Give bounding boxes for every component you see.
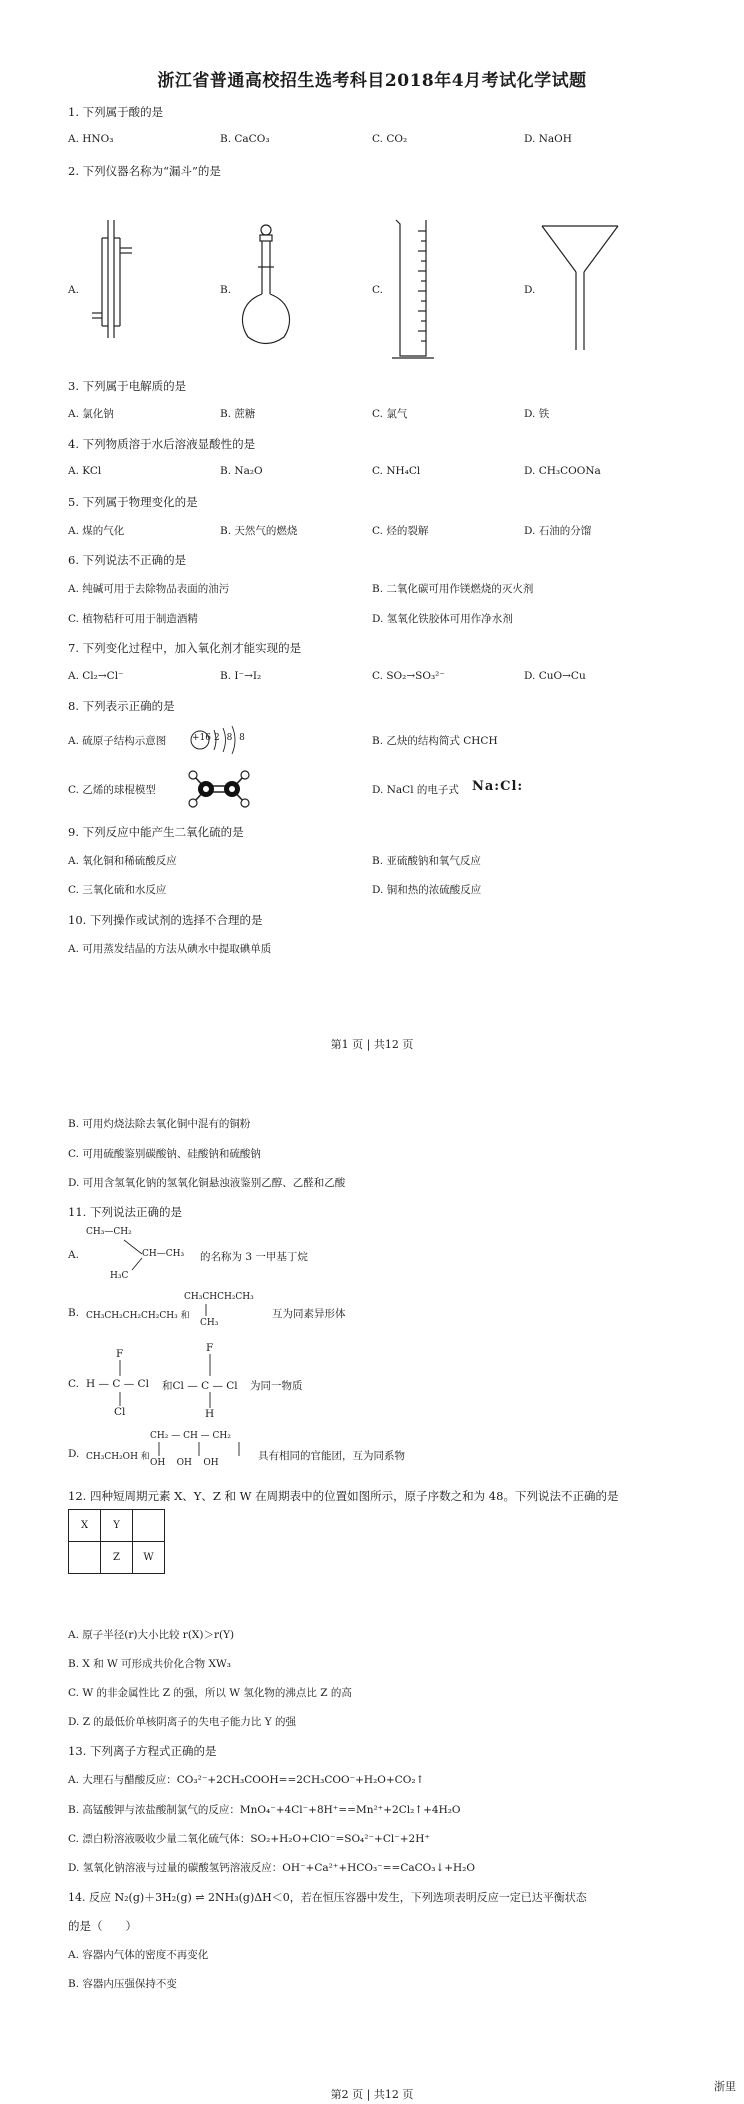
q6-option-d: D. 氢氧化铁胶体可用作净水剂 <box>372 613 513 625</box>
q5-option-c: C. 烃的裂解 <box>372 525 429 537</box>
question-5-stem: 5. 下列属于物理变化的是 <box>68 495 198 509</box>
q11a-statement: 的名称为 3 一甲基丁烷 <box>200 1251 308 1263</box>
q13-option-a: A. 大理石与醋酸反应：CO₃²⁻+2CH₃COOH==2CH₃COO⁻+H₂O+CO₂↑ <box>68 1774 425 1786</box>
question-6-stem: 6. 下列说法不正确的是 <box>68 553 187 567</box>
q5-option-b: B. 天然气的燃烧 <box>220 525 298 537</box>
q3-option-a: A. 氯化钠 <box>68 408 114 420</box>
q11c-fluorine-2: F <box>206 1342 214 1354</box>
q7-option-d: D. CuO→Cu <box>524 670 586 682</box>
q11b-right-molecule: CH₃CHCH₂CH₃ <box>184 1292 254 1302</box>
sulfur-nucleus-charge: +16 <box>192 733 211 743</box>
q2-option-a: A. <box>68 284 79 296</box>
periodic-table-fragment <box>68 1509 165 1574</box>
q8-option-a: A. 硫原子结构示意图 <box>68 735 167 747</box>
page-title: 浙江省普通高校招生选考科目2018年4月考试化学试题 <box>157 71 587 91</box>
question-11-stem: 11. 下列说法正确的是 <box>68 1205 182 1219</box>
pt-cell-z: Z <box>101 1542 133 1574</box>
q11c-molecule-1: H — C — Cl <box>86 1378 149 1390</box>
q9-option-b: B. 亚硫酸钠和氧气反应 <box>372 855 481 867</box>
q5-option-a: A. 煤的气化 <box>68 525 125 537</box>
q10-option-d: D. 可用含氢氧化钠的氢氧化铜悬浊液鉴别乙醇、乙醛和乙酸 <box>68 1177 346 1189</box>
q2-option-b: B. <box>220 284 232 296</box>
ethylene-ball-stick-model-icon <box>186 768 252 810</box>
q13-option-d: D. 氢氧化钠溶液与过量的碳酸氢钙溶液反应：OH⁻+Ca²⁺+HCO₃⁻==CaCO₃↓+H₂O <box>68 1862 476 1874</box>
q6-option-b: B. 二氧化碳可用作镁燃烧的灭火剂 <box>372 583 534 595</box>
q1-option-b: B. CaCO₃ <box>220 133 270 145</box>
q11b-left-molecule: CH₃CH₂CH₂CH₂CH₃ 和 <box>86 1311 190 1321</box>
q4-option-b: B. Na₂O <box>220 465 263 477</box>
q3-option-b: B. 蔗糖 <box>220 408 256 420</box>
question-12-stem: 12. 四种短周期元素 X、Y、Z 和 W 在周期表中的位置如图所示，原子序数之和为 48。下列说法不正确的是 <box>68 1489 619 1503</box>
question-8-stem: 8. 下列表示正确的是 <box>68 699 175 713</box>
q9-option-d: D. 铜和热的浓硫酸反应 <box>372 884 482 896</box>
q3-option-d: D. 铁 <box>524 408 550 420</box>
q14-option-a: A. 容器内气体的密度不再变化 <box>68 1949 209 1961</box>
q9-option-a: A. 氧化铜和稀硫酸反应 <box>68 855 177 867</box>
q11d-statement: 具有相同的官能团，互为同系物 <box>258 1450 405 1462</box>
pt-cell-x: X <box>69 1510 101 1542</box>
q11b-bond-line <box>204 1304 208 1318</box>
pt-cell-empty-1 <box>133 1510 165 1542</box>
q6-option-a: A. 纯碱可用于去除物品表面的油污 <box>68 583 230 595</box>
q4-option-d: D. CH₃COONa <box>524 465 601 477</box>
q1-option-a: A. HNO₃ <box>68 133 114 145</box>
q11-option-c-label: C. <box>68 1378 79 1390</box>
q11d-bond-lines <box>155 1442 245 1458</box>
q12-option-a: A. 原子半径(r)大小比较 r(X)＞r(Y) <box>68 1629 235 1641</box>
graduated-cylinder-icon <box>388 216 438 366</box>
q4-option-a: A. KCl <box>68 465 102 477</box>
q5-option-d: D. 石油的分馏 <box>524 525 592 537</box>
question-1-stem: 1. 下列属于酸的是 <box>68 105 164 119</box>
question-7-stem: 7. 下列变化过程中，加入氧化剂才能实现的是 <box>68 641 302 655</box>
q2-option-c: C. <box>372 284 383 296</box>
sulfur-electron-shells: 2 8 8 <box>214 733 247 743</box>
q11a-bond-lines <box>120 1236 150 1276</box>
q11-option-d-label: D. <box>68 1448 80 1460</box>
q11a-structure-bottom: H₃C <box>110 1271 129 1281</box>
q3-option-c: C. 氯气 <box>372 408 408 420</box>
q10-option-a: A. 可用蒸发结晶的方法从碘水中提取碘单质 <box>68 943 272 955</box>
condenser-apparatus-icon <box>90 218 140 348</box>
q11-option-a-label: A. <box>68 1249 79 1261</box>
question-14-stem-cont: 的是（ ） <box>68 1919 137 1933</box>
q11b-methyl-branch: CH₃ <box>200 1318 219 1328</box>
question-13-stem: 13. 下列离子方程式正确的是 <box>68 1744 217 1758</box>
q11d-hydroxyl-groups: OH OH OH <box>150 1458 219 1468</box>
q7-option-c: C. SO₂→SO₃²⁻ <box>372 670 445 682</box>
q10-option-c: C. 可用硫酸鉴别碳酸钠、硅酸钠和硫酸钠 <box>68 1148 261 1160</box>
q11a-structure-top: CH₃—CH₂ <box>86 1227 132 1237</box>
q2-option-d: D. <box>524 284 536 296</box>
funnel-icon <box>540 222 620 354</box>
pt-cell-y: Y <box>101 1510 133 1542</box>
q11-option-b-label: B. <box>68 1307 80 1319</box>
question-2-stem: 2. 下列仪器名称为“漏斗”的是 <box>68 164 221 178</box>
q13-option-b: B. 高锰酸钾与浓盐酸制氯气的反应：MnO₄⁻+4Cl⁻+8H⁺==Mn²⁺+2Cl₂↑+4H₂O <box>68 1804 461 1816</box>
q12-option-c: C. W 的非金属性比 Z 的强，所以 W 氢化物的沸点比 Z 的高 <box>68 1687 352 1699</box>
pt-cell-empty-2 <box>69 1542 101 1574</box>
q11c-bond-lines <box>116 1358 216 1414</box>
q11d-ethanol: CH₃CH₂OH 和 <box>86 1452 150 1462</box>
q7-option-b: B. I⁻→I₂ <box>220 670 262 682</box>
q12-option-b: B. X 和 W 可形成共价化合物 XW₃ <box>68 1658 231 1670</box>
q11c-molecule-2: 和Cl — C — Cl <box>162 1380 238 1392</box>
q11c-fluorine-1: F <box>116 1348 124 1360</box>
page-1-footer: 第1 页 | 共12 页 <box>330 1038 414 1051</box>
question-10-stem: 10. 下列操作或试剂的选择不合理的是 <box>68 913 263 927</box>
q14-option-b: B. 容器内压强保持不变 <box>68 1978 177 1990</box>
nacl-electron-formula: Na:Cl: <box>472 779 524 794</box>
volumetric-flask-icon <box>236 222 296 350</box>
q1-option-d: D. NaOH <box>524 133 572 145</box>
q8-option-c: C. 乙烯的球棍模型 <box>68 784 156 796</box>
q10-option-b: B. 可用灼烧法除去氧化铜中混有的铜粉 <box>68 1118 251 1130</box>
q1-option-c: C. CO₂ <box>372 133 408 145</box>
q11b-statement: 互为同素异形体 <box>272 1308 346 1320</box>
page-2-footer: 第2 页 | 共12 页 <box>330 2088 414 2101</box>
question-14-stem: 14. 反应 N₂(g)＋3H₂(g) ⇌ 2NH₃(g)ΔH＜0，若在恒压容器中发生，下列选项表明反应一定已达平衡状态 <box>68 1891 587 1904</box>
question-9-stem: 9. 下列反应中能产生二氧化硫的是 <box>68 825 244 839</box>
question-3-stem: 3. 下列属于电解质的是 <box>68 379 187 393</box>
q4-option-c: C. NH₄Cl <box>372 465 421 477</box>
q11d-glycerol-chain: CH₂ — CH — CH₂ <box>150 1431 231 1441</box>
q6-option-c: C. 植物秸秆可用于制造酒精 <box>68 613 198 625</box>
q8-option-b: B. 乙炔的结构简式 CHCH <box>372 735 498 747</box>
q11c-hydrogen: H <box>205 1408 215 1420</box>
q11c-chlorine: Cl <box>114 1406 126 1418</box>
question-4-stem: 4. 下列物质溶于水后溶液显酸性的是 <box>68 437 256 451</box>
q9-option-c: C. 三氧化硫和水反应 <box>68 884 167 896</box>
q7-option-a: A. Cl₂→Cl⁻ <box>68 670 124 682</box>
q12-option-d: D. Z 的最低价单核阴离子的失电子能力比 Y 的强 <box>68 1716 296 1728</box>
q11a-structure-mid: CH—CH₃ <box>142 1249 185 1259</box>
corner-watermark: 浙里 <box>714 2080 736 2093</box>
q11c-statement: 为同一物质 <box>250 1380 303 1392</box>
q8-option-d: D. NaCl 的电子式 <box>372 784 459 796</box>
pt-cell-w: W <box>133 1542 165 1574</box>
q13-option-c: C. 漂白粉溶液吸收少量二氧化硫气体：SO₂+H₂O+ClO⁻=SO₄²⁻+Cl⁻+2H⁺ <box>68 1833 430 1845</box>
